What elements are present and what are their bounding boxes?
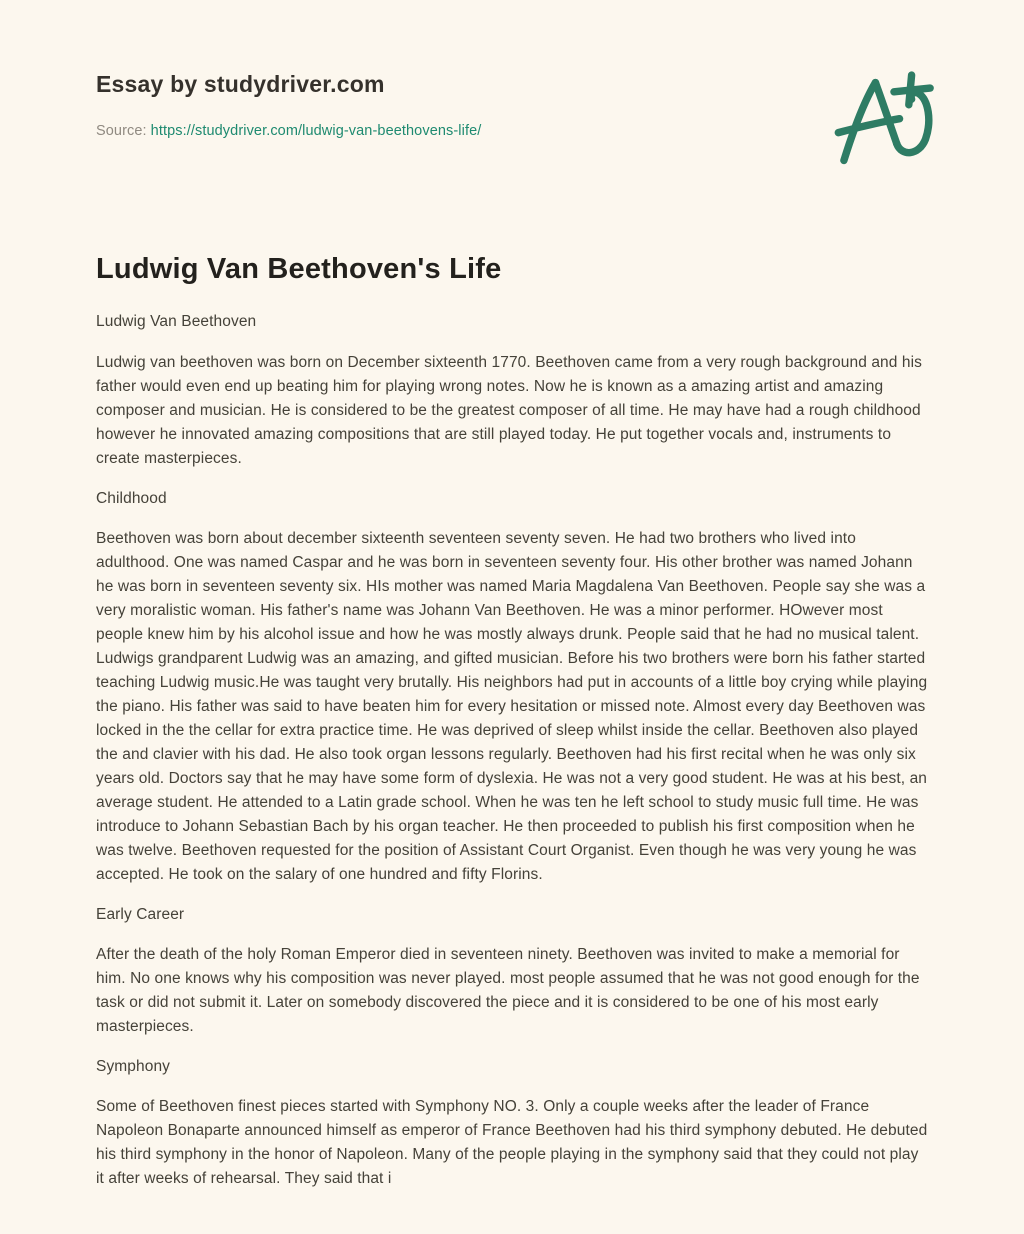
source-label: Source: <box>96 123 147 139</box>
source-url-link[interactable]: https://studydriver.com/ludwig-van-beethovens-life/ <box>150 123 482 139</box>
intro-paragraph: Ludwig van beethoven was born on December sixteenth 1770. Beethoven came from a very rough background and his father would even end up beating him for playing wrong notes. Now he is known as a amazing artist and amazing composer and musician. He is considered to be the greatest composer of all time. He may have had a rough childhood however he innovated amazing compositions that are still played today. He put together vocals and, instruments to create masterpieces. <box>96 354 923 467</box>
section-heading-early-career: Early Career <box>96 906 185 923</box>
a-plus-logo-icon <box>824 64 938 166</box>
section-heading-childhood: Childhood <box>96 490 167 507</box>
section-body-early-career: After the death of the holy Roman Emperor died in seventeen ninety. Beethoven was invited to make a memorial for him. No one knows why his composition was never played. most people assumed that he was not good enough for the task or did not submit it. Later on somebody discovered the piece and it is considered to be one of his most early masterpieces. <box>96 946 920 1035</box>
section-body-childhood: Beethoven was born about december sixteenth seventeen seventy seven. He had two brothers who lived into adulthood. One was named Caspar and he was born in seventeen seventy four. His other brother was named Johann he was born in seventeen seventy six. HIs mother was named Maria Magdalena Van Beethoven. People say she was a very moralistic woman. His father's name was Johann Van Beethoven. He was a minor performer. HOwever most people knew him by his alcohol issue and how he was mostly always drunk. People said that he had no musical talent. Ludwigs grandparent Ludwig was an amazing, and gifted musician. Before his two brothers were born his father started teaching Ludwig music.He was taught very brutally. His neighbors had put in accounts of a little boy crying while playing the piano. His father was said to have beaten him for every hesitation or missed note. Almost every day Beethoven was locked in the the cellar for extra practice time. He was deprived of sleep whilst inside the cellar. Beethoven also played the and clavier with his dad. He also took organ lessons regularly. Beethoven had his first recital when he was only six years old. Doctors say that he may have some form of dyslexia. He was not a very good student. He was at his best, an average student. He attended to a Latin grade school. When he was ten he left school to study music full time. He was introduce to Johann Sebastian Bach by his organ teacher. He then proceeded to publish his first composition when he was twelve. Beethoven requested for the position of Assistant Court Organist. Even though he was very young he was accepted. He took on the salary of one hundred and fifty Florins. <box>96 530 928 883</box>
source-line <box>96 120 928 142</box>
section-body-symphony: Some of Beethoven finest pieces started with Symphony NO. 3. Only a couple weeks after the leader of France Napoleon Bonaparte announced himself as emperor of France Beethoven had his third symphony debuted. He debuted his third symphony in the honor of Napoleon. Many of the people playing in the symphony said that they could not play it after weeks of rehearsal. They said that i <box>96 1098 928 1187</box>
site-title: Essay by studydriver.com <box>96 71 385 97</box>
section-heading-symphony: Symphony <box>96 1058 171 1075</box>
article-byline: Ludwig Van Beethoven <box>96 313 257 330</box>
article-title: Ludwig Van Beethoven's Life <box>96 253 502 285</box>
